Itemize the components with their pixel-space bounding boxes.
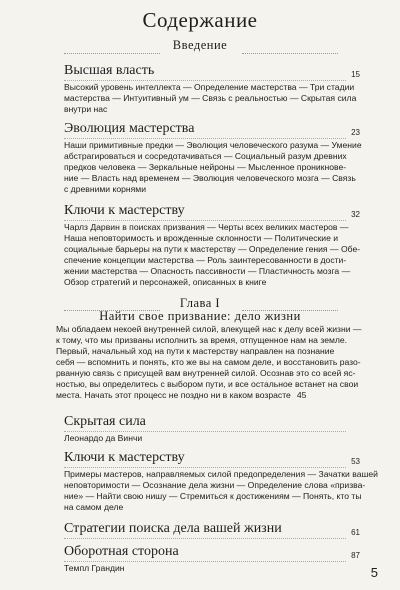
toc-entry-line: неповторимости — Осознание дела жизни — Определение слова «призва- <box>64 480 366 490</box>
toc-entry-line: Обзор стратегий и персонажей, описанных в книге <box>64 277 267 287</box>
toc-entry-heading[interactable] <box>64 414 346 432</box>
toc-entry-title: Ключи к мастерству <box>64 203 185 218</box>
toc-entry-line: ние» — Найти свою нишу — Стремиться к достижениям — Понять, кто ты <box>64 491 362 501</box>
toc-entry-page: 15 <box>351 70 360 79</box>
toc-entry-line: Примеры мастеров, направляемых силой предопределения — Зачатки вашей <box>64 469 378 479</box>
toc-entry-line: спечение концепции мастерства — Роль заинтересованности в дости- <box>64 255 347 265</box>
toc-entry-line: Чарлз Дарвин в поисках призвания — Черты всех великих мастеров — <box>64 222 349 232</box>
toc-entry-page: 87 <box>351 551 360 560</box>
toc-entry-line: внутри нас <box>64 104 108 114</box>
chapter-summary-line: Первый, начальный ход на пути к мастерству направлен на познание <box>56 346 335 356</box>
toc-entry-line: Наша неповторимость и врожденные склонности — Политические и <box>64 233 339 243</box>
toc-entry-line: с древними корнями <box>64 184 146 194</box>
toc-entry-line: Высокий уровень интеллекта — Определение мастерства — Три стадии <box>64 82 355 92</box>
chapter-summary-line: ностью, вы определитесь с выбором пути, и все остальное встанет на свои <box>56 379 359 389</box>
toc-entry-line: Темпл Грандин <box>64 563 125 573</box>
page-number: 5 <box>370 565 378 580</box>
toc-entry-title: Стратегии поиска дела вашей жизни <box>64 521 282 536</box>
toc-entry-line: мастерства — Интуитивный ум — Связь с реальностью — Скрытая сила <box>64 93 357 103</box>
toc-entry-title: Эволюция мастерства <box>64 121 195 136</box>
chapter-summary-line: к тому, что мы призваны исполнить за время, отпущенное нам на земле. <box>56 335 348 345</box>
toc-entry-title: Высшая власть <box>64 63 155 78</box>
toc-entry-page: 23 <box>351 128 360 137</box>
toc-entry-line: жении мастерства — Опасность пассивности — Пластичность мозга — <box>64 266 351 276</box>
toc-entry-heading[interactable] <box>64 521 360 539</box>
chapter-label: Глава I <box>179 296 221 310</box>
chapter-summary-line <box>56 390 306 401</box>
toc-entry-line: Наши примитивные предки — Эволюция человеческого разума — Умение <box>64 140 362 150</box>
toc-entry-heading[interactable] <box>64 63 360 81</box>
toc-entry-line: на самом деле <box>64 502 124 512</box>
chapter-summary-text: места. Начать этот процесс не поздно ни в каком возрасте <box>56 390 291 400</box>
toc-entry-line: предков человека — Зеркальные нейроны — Мысленное проникнове- <box>64 162 347 172</box>
toc-entry-heading[interactable] <box>64 203 360 221</box>
toc-entry-page: 32 <box>351 210 360 219</box>
toc-entry-heading[interactable] <box>64 121 360 139</box>
toc-entry-page: 53 <box>351 457 360 466</box>
contents-title: Содержание <box>142 8 258 32</box>
intro-heading-rule <box>64 53 338 54</box>
toc-entry-line: социальные барьеры на пути к мастерству — Определение гения — Обе- <box>64 244 361 254</box>
chapter-summary-line: себя — вспомнить и понять, кто же вы на самом деле, и восстановить разо- <box>56 357 361 367</box>
chapter-title: Найти свое призвание: дело жизни <box>99 309 301 323</box>
toc-entry-line: ние — Власть над временем — Эволюция человеческого мозга — Связь <box>64 173 356 183</box>
toc-entry-title: Оборотная сторона <box>64 544 179 559</box>
chapter-summary-line: Мы обладаем некоей внутренней силой, влекущей нас к делу всей жизни — <box>56 324 362 334</box>
toc-entry-heading[interactable] <box>64 450 360 468</box>
chapter-summary-page: 45 <box>296 390 307 400</box>
toc-entry-line: Леонардо да Винчи <box>64 433 143 443</box>
intro-heading: Введение <box>172 38 228 52</box>
toc-entry-title: Ключи к мастерству <box>64 450 185 465</box>
chapter-summary-line: рванную связь с присущей вам внутренней силой. Осознав это со всей яс- <box>56 368 356 378</box>
toc-entry-title: Скрытая сила <box>64 414 146 429</box>
toc-entry-page: 61 <box>351 528 360 537</box>
toc-entry-line: абстрагироваться и сосредотачиваться — Социальный разум древних <box>64 151 347 161</box>
toc-entry-heading[interactable] <box>64 544 360 562</box>
